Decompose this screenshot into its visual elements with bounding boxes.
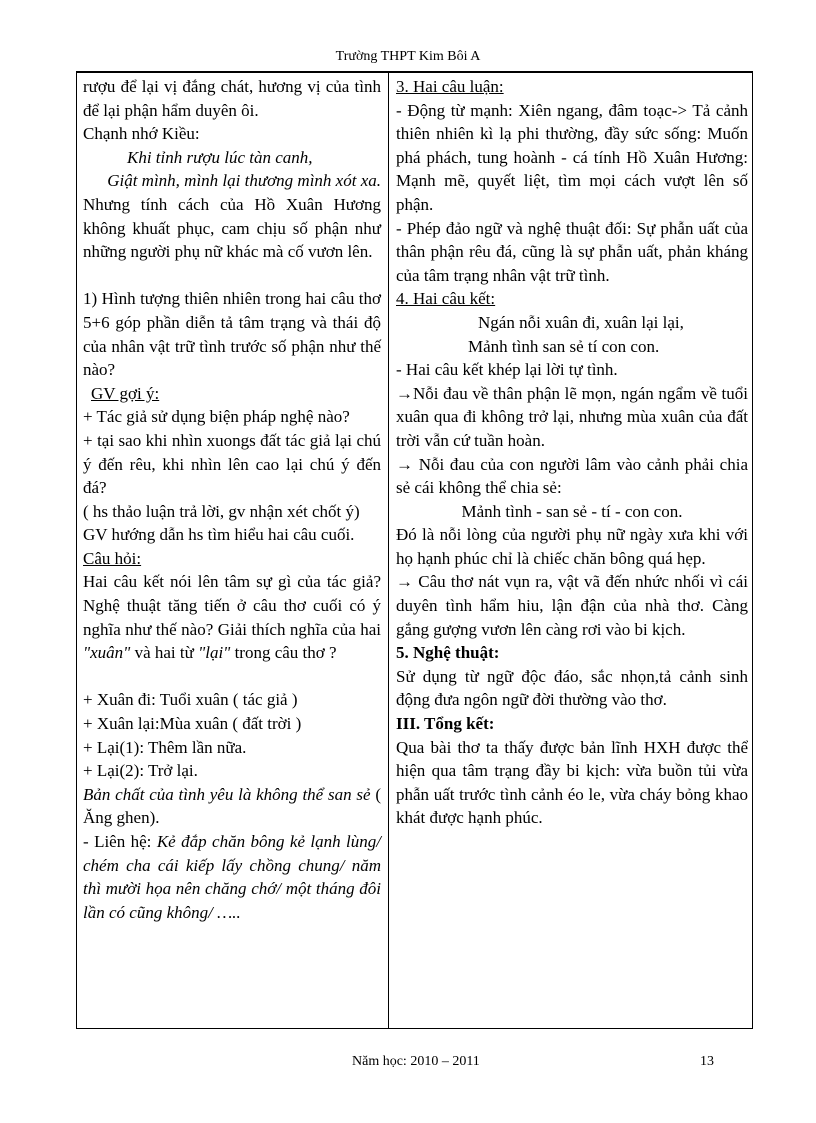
question-heading [83,547,381,571]
content-table [76,72,753,1029]
school-header: Trường THPT Kim Bôi A [335,49,481,64]
quote-line [83,783,381,830]
poem-verse-1: Ngán nỗi xuân đi, xuân lại lại, [478,312,684,332]
poem-line-1: Khi tỉnh rượu lúc tàn canh, [127,147,313,167]
section-5-heading: 5. Nghệ thuật: [396,643,500,663]
poem-line-2: Giật mình, mình lại thương mình xót xa. [107,171,381,191]
gv-hint-heading [83,382,381,406]
question-2-word-xuan: "xuân" [83,643,131,663]
section-4-text-3 [396,453,748,500]
section-4-text-2 [396,382,748,453]
section-4-text-5 [396,570,748,641]
section-3-text-1: - Động từ mạnh: Xiên ngang, đâm toạc-> Tả cảnh thiên nhiên kì lạ phi thường, đầy sức sống: Muốn phá phách, tung hoành - cá tính Hồ Xuân Hương: Mạnh mẽ, quyết liệt, tìm mọi cách vượt lên số phận. [396,100,748,214]
question-1: 1) Hình tượng thiên nhiên trong hai câu thơ 5+6 góp phần diễn tả tâm trạng và thái độ của nhân vật trữ tình trước số phận như thế nào? [83,289,381,380]
section-summary-heading: III. Tổng kết: [396,714,495,734]
poem-fragment: Mảnh tình - san sẻ - tí - con con. [461,501,683,521]
quote-italic: Bản chất của tình yêu là không thể san sẻ [83,784,371,804]
section-4-heading: 4. Hai câu kết: [396,289,496,309]
hint-2: + tại sao khi nhìn xuongs đất tác giả lại chú ý đến rêu, khi nhìn lên cao lại chú ý đến đá? [83,430,381,498]
hint-3: ( hs thảo luận trả lời, gv nhận xét chốt ý) [83,501,360,521]
question-label: Câu hỏi: [83,548,142,568]
left-text-2: Chạnh nhớ Kiều: [83,124,200,144]
answer-3: + Lại(1): Thêm lần nữa. [83,737,247,757]
quote-source: ( Ăng ghen). [83,784,381,828]
section-3-heading: 3. Hai câu luận: [396,77,504,96]
section-summary-text: Qua bài thơ ta thấy được bản lĩnh HXH được thể hiện qua tâm trạng đầy bi kịch: vừa buồn tủi vừa phẫn uất trước tình cảnh éo le, vừa cháy bỏng khao khát được hạnh phúc. [396,737,748,828]
question-2-part-c: và hai từ [130,643,199,663]
section-4-text-3-body: Nỗi đau của con người lâm vào cảnh phải chia sẻ cái không thể chia sẻ: [396,454,748,498]
spacer [83,665,381,689]
page-number: 13 [700,1054,714,1069]
question-2-part-a: Hai câu kết nói lên tâm sự gì của tác giả? Nghệ thuật tăng tiến ở câu thơ cuối có ý nghĩa như thế nào? Giải thích nghĩa của hai [83,572,381,639]
left-text-1: rượu để lại vị đắng chát, hương vị của tình để lại phận hẩm duyên ôi. [83,77,381,120]
related-label: - Liên hệ: [83,832,157,851]
answer-4: + Lại(2): Trở lại. [83,761,198,781]
right-column [396,75,748,830]
section-4-text-2-body: Nỗi đau về thân phận lẽ mọn, ngán ngẩm về tuổi xuân qua đi không trở lại, nhưng mùa xuân của đất trời vẫn cứ tuần hoàn. [396,383,748,450]
section-5-text: Sử dụng từ ngữ độc đáo, sắc nhọn,tả cảnh sinh động đưa ngôn ngữ đời thường vào thơ. [396,666,748,710]
related-poem [83,830,381,924]
related-text: Kẻ đắp chăn bông kẻ lạnh lùng/ chém cha cái kiếp lấy chồng chung/ năm thì mười họa nên chăng chớ/ một tháng đôi lần có cũng không/ ….. [83,832,381,922]
answer-1: + Xuân đi: Tuổi xuân ( tác giả ) [83,690,298,710]
column-divider [388,73,389,1028]
arrow-icon: → [396,454,413,474]
section-4-text-5-body: Câu thơ nát vụn ra, vật vã đến nhức nhối vì cái duyên tình hẩm hiu, lận đận của nhà thơ. Càng gắng gượng vươn lên càng rơi vào bi kịch. [396,572,748,639]
question-2-word-lai: "lại" [198,643,231,663]
section-4-text-4: Đó là nỗi lòng của người phụ nữ ngày xưa khi với họ hạnh phúc chỉ là chiếc chăn bông quá hẹp. [396,525,748,568]
question-2 [83,570,381,664]
hint-1: + Tác giả sử dụng biện pháp nghệ nào? [83,407,350,427]
gv-guide: GV hướng dẫn hs tìm hiểu hai câu cuối. [83,525,355,545]
question-2-part-e: trong câu thơ ? [230,643,337,663]
left-column [83,75,381,924]
left-text-3: Nhưng tính cách của Hồ Xuân Hương không khuất phục, cam chịu số phận như những người phụ nữ khác mà cố vươn lên. [83,194,381,262]
poem-verse-2: Mảnh tình san sẻ tí con con. [468,336,660,356]
section-4-text-1: - Hai câu kết khép lại lời tự tình. [396,360,618,380]
spacer [83,264,381,288]
arrow-icon: → [396,383,413,403]
section-3-text-2: - Phép đảo ngữ và nghệ thuật đối: Sự phẫn uất của thân phận rêu đá, cũng là sự phẫn uất, phản kháng của tâm trạng nhân vật trữ tình. [396,218,748,285]
gv-hint-label: GV gợi ý: [91,383,160,403]
arrow-icon: → [396,572,413,592]
answer-2: + Xuân lại:Mùa xuân ( đất trời ) [83,714,302,734]
school-year: Năm học: 2010 – 2011 [352,1054,480,1069]
